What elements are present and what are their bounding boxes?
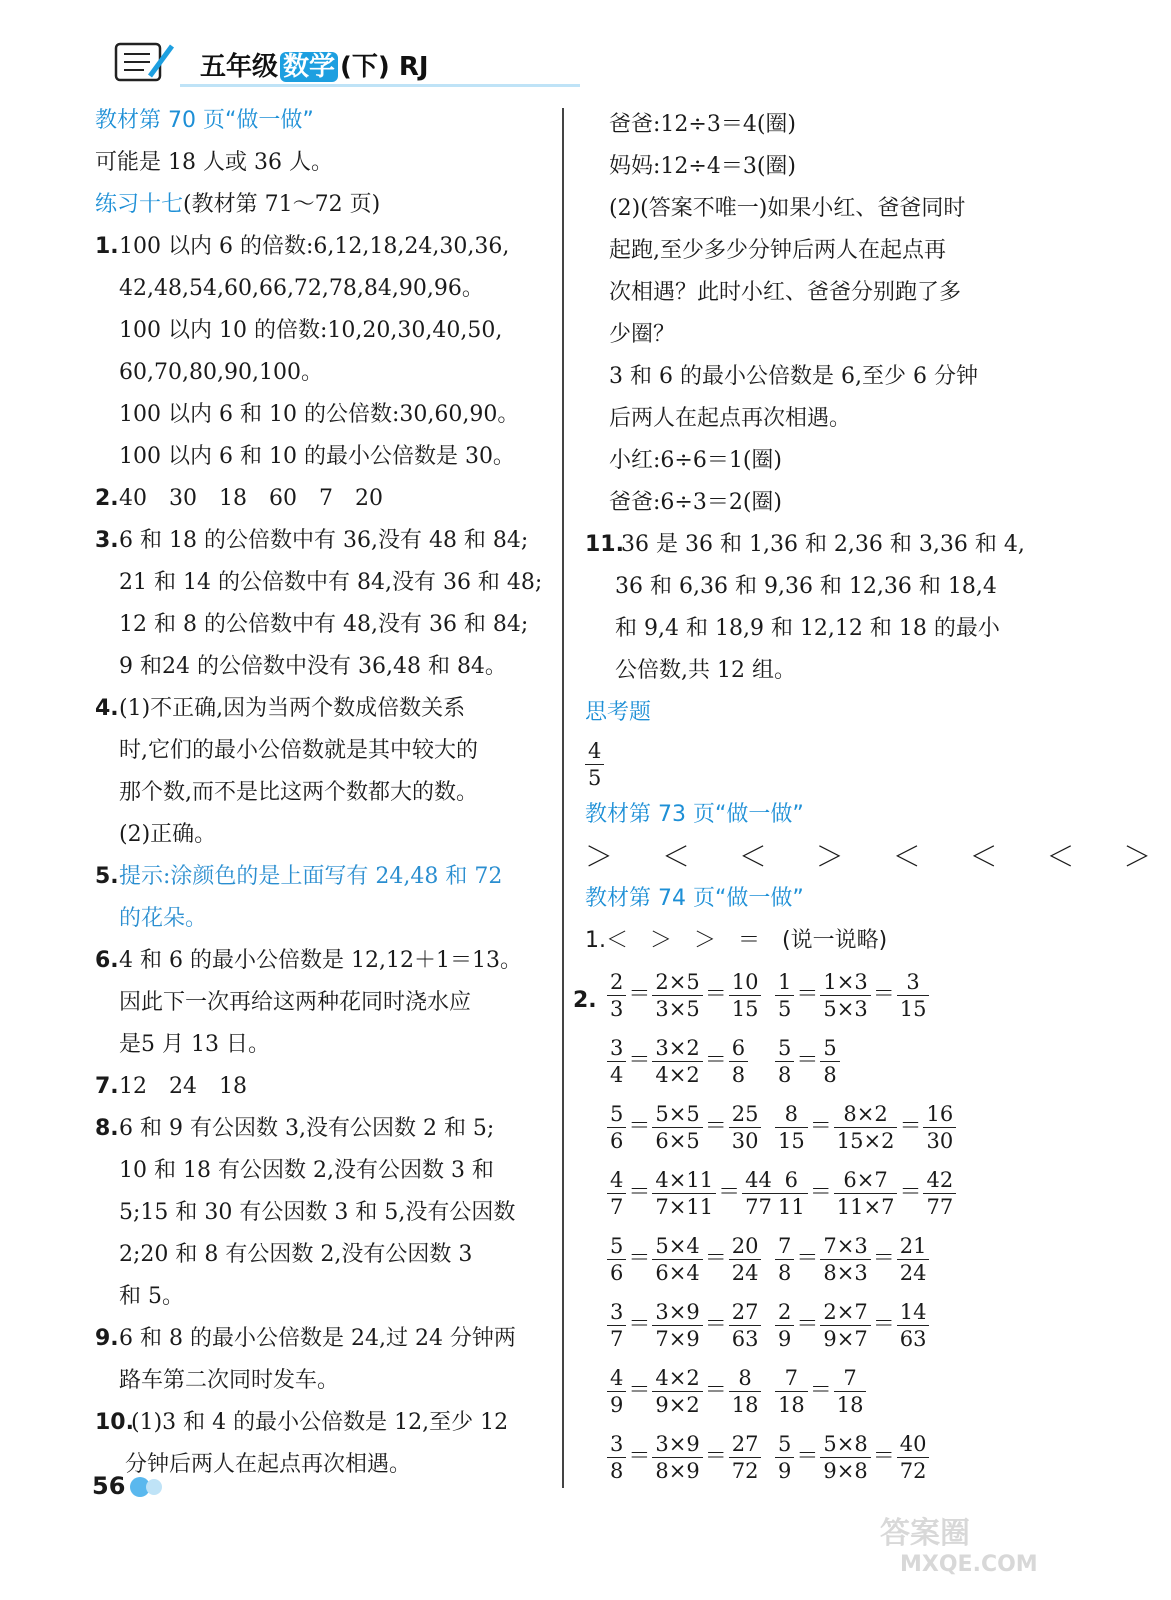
think-title: 思考题: [585, 700, 652, 725]
q8-line: 6 和 9 有公因数 3,没有公因数 2 和 5;: [119, 1116, 495, 1141]
equals-sign: ＝: [704, 1378, 727, 1403]
watermark-logo-text: 答案圈: [880, 1516, 970, 1551]
header-underline: [180, 84, 580, 87]
fraction: $\frac{27}{72}$: [729, 1431, 762, 1484]
section-title-p73: 教材第 73 页“做一做”: [585, 802, 804, 827]
q1-line: 100 以内 6 和 10 的公倍数:30,60,90。: [119, 402, 520, 427]
fraction: $\frac{44}{77}$: [742, 1167, 775, 1220]
fraction: $\frac{25}{30}$: [729, 1101, 762, 1154]
fraction: $\frac{40}{72}$: [897, 1431, 930, 1484]
fraction: $\frac{8}{18}$: [729, 1365, 762, 1418]
q8-line: 和 5。: [119, 1284, 184, 1309]
q11-line: 36 是 36 和 1,36 和 2,36 和 3,36 和 4,: [621, 532, 1025, 557]
fraction: $\frac{3\times 9}{7\times 9}$: [652, 1299, 702, 1352]
q7: [95, 1066, 545, 1108]
q10-cont-line: 小红:6÷6＝1(圈): [609, 448, 783, 473]
left-column: [95, 100, 545, 1486]
fraction-equation: [775, 1167, 956, 1220]
q6-number: 6.: [95, 948, 119, 973]
page-ornament-icon: [128, 1474, 168, 1500]
q3-line: 12 和 8 的公倍数中有 48,没有 36 和 84;: [119, 612, 529, 637]
p70-answer: 可能是 18 人或 36 人。: [95, 150, 333, 175]
fraction: $\frac{7}{18}$: [775, 1365, 808, 1418]
think-answer: [585, 734, 1055, 794]
fraction: $\frac{5}{8}$: [820, 1035, 839, 1088]
fraction: $\frac{2\times 7}{9\times 7}$: [820, 1299, 870, 1352]
fraction-equation-row: [585, 1424, 1055, 1490]
q3-line: 21 和 14 的公倍数中有 84,没有 36 和 48;: [119, 570, 543, 595]
q11-line: 公倍数,共 12 组。: [615, 658, 796, 683]
exercise17-ref: (教材第 71～72 页): [183, 192, 381, 217]
fraction-equation: [775, 1035, 840, 1088]
fraction-equation: [775, 1233, 929, 1286]
fraction-equation: [607, 1233, 761, 1286]
q3: [95, 520, 545, 688]
exercise17-title: 练习十七: [95, 192, 184, 217]
equals-sign: ＝: [704, 1048, 727, 1073]
fraction: $\frac{5}{8}$: [775, 1035, 794, 1088]
fraction: $\frac{5}{6}$: [607, 1101, 626, 1154]
q10-cont-line: 次相遇？此时小红、爸爸分别跑了多: [609, 280, 962, 305]
fraction: $\frac{8\times 2}{15\times 2}$: [834, 1101, 898, 1154]
fraction: $\frac{4}{9}$: [607, 1365, 626, 1418]
q10-number: 10.: [95, 1410, 134, 1435]
fraction-equation: [775, 969, 929, 1022]
equals-sign: ＝: [718, 1180, 741, 1205]
fraction: $\frac{7}{8}$: [775, 1233, 794, 1286]
q4-line: (1)不正确,因为当两个数成倍数关系: [119, 696, 466, 721]
q8-line: 10 和 18 有公因数 2,没有公因数 3 和: [119, 1158, 494, 1183]
q4-line: 那个数,而不是比这两个数都大的数。: [119, 780, 478, 805]
section-title-p74: 教材第 74 页“做一做”: [585, 886, 804, 911]
q10-cont-line: 爸爸:6÷3＝2(圈): [609, 490, 783, 515]
fraction: $\frac{5}{9}$: [775, 1431, 794, 1484]
equals-sign: ＝: [796, 982, 819, 1007]
fraction: $\frac{6}{8}$: [729, 1035, 748, 1088]
equals-sign: ＝: [809, 1378, 832, 1403]
page-number: 56: [92, 1472, 126, 1500]
q10-cont-line: 后两人在起点再次相遇。: [609, 406, 852, 431]
fraction-equation-row: [585, 1028, 1055, 1094]
fraction-equation: [607, 1299, 761, 1352]
q5-hint-line: 提示:涂颜色的是上面写有 24,48 和 72: [119, 864, 503, 889]
q1-line: 42,48,54,60,66,72,78,84,90,96。: [119, 276, 484, 301]
fraction: $\frac{1\times 3}{5\times 3}$: [820, 969, 870, 1022]
p74-q2: [573, 962, 1055, 1490]
q6-line: 是5 月 13 日。: [119, 1032, 270, 1057]
equals-sign: ＝: [796, 1246, 819, 1271]
q9-number: 9.: [95, 1326, 119, 1351]
q10-cont-line: 妈妈:12÷4＝3(圈): [609, 154, 797, 179]
fraction: $\frac{42}{77}$: [923, 1167, 956, 1220]
fraction: $\frac{20}{24}$: [729, 1233, 762, 1286]
fraction: $\frac{1}{5}$: [775, 969, 794, 1022]
q11: [585, 524, 1055, 692]
q4-line: 时,它们的最小公倍数就是其中较大的: [119, 738, 478, 763]
fraction: $\frac{6\times 7}{11\times 7}$: [834, 1167, 898, 1220]
q9-line: 6 和 8 的最小公倍数是 24,过 24 分钟两: [119, 1326, 516, 1351]
fraction: $\frac{16}{30}$: [923, 1101, 956, 1154]
notebook-pencil-icon: [110, 38, 180, 88]
fraction-equation: [775, 1299, 929, 1352]
fraction-equation-row: [585, 1226, 1055, 1292]
q6-line: 4 和 6 的最小公倍数是 12,12＋1＝13。: [119, 948, 522, 973]
equals-sign: ＝: [628, 1378, 651, 1403]
fraction-equation-row: [585, 1292, 1055, 1358]
section-title-p70: 教材第 70 页“做一做”: [95, 108, 314, 133]
q4-number: 4.: [95, 696, 119, 721]
fraction: $\frac{6}{11}$: [775, 1167, 808, 1220]
q1-number: 1.: [95, 234, 119, 259]
q3-line: 9 和24 的公倍数中没有 36,48 和 84。: [119, 654, 507, 679]
fraction: $\frac{21}{24}$: [897, 1233, 930, 1286]
fraction: $\frac{10}{15}$: [729, 969, 762, 1022]
q3-number: 3.: [95, 528, 119, 553]
q2-number: 2.: [95, 486, 119, 511]
fraction: $\frac{3\times 2}{4\times 2}$: [652, 1035, 702, 1088]
q9-line: 路车第二次同时发车。: [119, 1368, 340, 1393]
equals-sign: ＝: [704, 1312, 727, 1337]
equals-sign: ＝: [872, 1312, 895, 1337]
part-label: (下): [340, 52, 390, 82]
fraction-equation-row: [585, 1160, 1055, 1226]
fraction-equation: [607, 1101, 761, 1154]
fraction: $\frac{8}{15}$: [775, 1101, 808, 1154]
page-header: [110, 38, 470, 88]
fraction-equation-row: [585, 1358, 1055, 1424]
fraction: $\frac{14}{63}$: [897, 1299, 930, 1352]
fraction: $\frac{7}{18}$: [834, 1365, 867, 1418]
equals-sign: ＝: [899, 1114, 922, 1139]
q5-number: 5.: [95, 864, 119, 889]
fraction: $\frac{5\times 4}{6\times 4}$: [652, 1233, 702, 1286]
fraction: $\frac{5\times 8}{9\times 8}$: [820, 1431, 870, 1484]
q1-line: 100 以内 6 的倍数:6,12,18,24,30,36,: [119, 234, 510, 259]
subject-label: 数学: [280, 52, 338, 82]
q8-line: 2;20 和 8 有公因数 2,没有公因数 3: [119, 1242, 473, 1267]
q10-line: (1)3 和 4 的最小公倍数是 12,至少 12: [131, 1410, 509, 1435]
q8-number: 8.: [95, 1116, 119, 1141]
q5-hint-line: 的花朵。: [119, 906, 208, 931]
q5: [95, 856, 545, 940]
equals-sign: ＝: [628, 1114, 651, 1139]
fraction: $\frac{5\times 5}{6\times 5}$: [652, 1101, 702, 1154]
q10-cont-line: 少圈？: [609, 322, 676, 347]
equals-sign: ＝: [796, 1312, 819, 1337]
fraction: $\frac{5}{6}$: [607, 1233, 626, 1286]
equals-sign: ＝: [704, 1114, 727, 1139]
equals-sign: ＝: [628, 1048, 651, 1073]
grade-label: 五年级: [200, 52, 279, 82]
edition-label: RJ: [398, 52, 429, 82]
q10-line: 分钟后两人在起点再次相遇。: [125, 1452, 412, 1477]
fraction: $\frac{3}{4}$: [607, 1035, 626, 1088]
fraction: $\frac{4\times 2}{9\times 2}$: [652, 1365, 702, 1418]
fraction: $\frac{4}{7}$: [607, 1167, 626, 1220]
q10-cont-line: 3 和 6 的最小公倍数是 6,至少 6 分钟: [609, 364, 978, 389]
fraction-equation: [775, 1101, 956, 1154]
p73-answer: ＞ ＜ ＜ ＞ ＜ ＜ ＜ ＞: [585, 840, 1171, 873]
equals-sign: ＝: [704, 1444, 727, 1469]
fraction: $\frac{2\times 5}{3\times 5}$: [652, 969, 702, 1022]
equals-sign: ＝: [628, 1180, 651, 1205]
fraction-equation: [607, 1035, 748, 1088]
equals-sign: ＝: [628, 1312, 651, 1337]
fraction-equation: [775, 1431, 929, 1484]
fraction: $\frac{3}{8}$: [607, 1431, 626, 1484]
q4: [95, 688, 545, 856]
fraction-equation: [607, 1167, 775, 1220]
fraction-equation: [607, 969, 761, 1022]
q6-line: 因此下一次再给这两种花同时浇水应: [119, 990, 472, 1015]
equals-sign: ＝: [809, 1114, 832, 1139]
fraction: $\frac{2}{9}$: [775, 1299, 794, 1352]
q4-line: (2)正确。: [119, 822, 217, 847]
q10-cont-line: (2)(答案不唯一)如果小红、爸爸同时: [609, 196, 966, 221]
q10-continued: [585, 104, 1055, 524]
fraction: $\frac{4\times 11}{7\times 11}$: [652, 1167, 716, 1220]
equals-sign: ＝: [796, 1048, 819, 1073]
equals-sign: ＝: [872, 1246, 895, 1271]
equals-sign: ＝: [872, 982, 895, 1007]
q1-line: 100 以内 10 的倍数:10,20,30,40,50,: [119, 318, 503, 343]
q10-cont-line: 起跑,至少多少分钟后两人在起点再: [609, 238, 946, 263]
q1: [95, 226, 545, 478]
q8-line: 5;15 和 30 有公因数 3 和 5,没有公因数: [119, 1200, 516, 1225]
column-divider: [562, 108, 564, 1488]
fraction-equation: [607, 1365, 761, 1418]
q10-cont-line: 爸爸:12÷3＝4(圈): [609, 112, 797, 137]
q8: [95, 1108, 545, 1318]
p74-q1: 1.＜ ＞ ＞ ＝ (说一说略): [585, 928, 888, 953]
equals-sign: ＝: [796, 1444, 819, 1469]
q1-line: 100 以内 6 和 10 的最小公倍数是 30。: [119, 444, 515, 469]
right-column: [573, 104, 1171, 1490]
q6: [95, 940, 545, 1066]
equals-sign: ＝: [628, 1246, 651, 1271]
q1-line: 60,70,80,90,100。: [119, 360, 323, 385]
q11-line: 和 9,4 和 18,9 和 12,12 和 18 的最小: [615, 616, 1000, 641]
fraction-equation: [607, 1431, 761, 1484]
fraction-equation: [775, 1365, 866, 1418]
equals-sign: ＝: [809, 1180, 832, 1205]
exercise17-heading: [95, 184, 545, 226]
equals-sign: ＝: [628, 982, 651, 1007]
watermark-url: MXQE.COM: [900, 1552, 1038, 1577]
fraction: $\frac{4}{5}$: [585, 738, 604, 791]
book-title: [200, 46, 429, 83]
fraction: $\frac{3}{15}$: [897, 969, 930, 1022]
q2: [95, 478, 545, 520]
equals-sign: ＝: [704, 1246, 727, 1271]
fraction: $\frac{3\times 9}{8\times 9}$: [652, 1431, 702, 1484]
q2-text: 40 30 18 60 7 20: [119, 486, 383, 511]
equals-sign: ＝: [872, 1444, 895, 1469]
fraction: $\frac{7\times 3}{8\times 3}$: [820, 1233, 870, 1286]
fraction-equation-row: [585, 962, 1055, 1028]
q11-number: 11.: [585, 532, 624, 557]
p74-q2-number: 2.: [573, 988, 597, 1013]
fraction: $\frac{3}{7}$: [607, 1299, 626, 1352]
q11-line: 36 和 6,36 和 9,36 和 12,36 和 18,4: [615, 574, 997, 599]
q7-text: 12 24 18: [119, 1074, 247, 1099]
q7-number: 7.: [95, 1074, 119, 1099]
fraction: $\frac{2}{3}$: [607, 969, 626, 1022]
q9: [95, 1318, 545, 1402]
fraction: $\frac{27}{63}$: [729, 1299, 762, 1352]
equals-sign: ＝: [704, 982, 727, 1007]
q3-line: 6 和 18 的公倍数中有 36,没有 48 和 84;: [119, 528, 529, 553]
equals-sign: ＝: [899, 1180, 922, 1205]
equals-sign: ＝: [628, 1444, 651, 1469]
fraction-equation-row: [585, 1094, 1055, 1160]
